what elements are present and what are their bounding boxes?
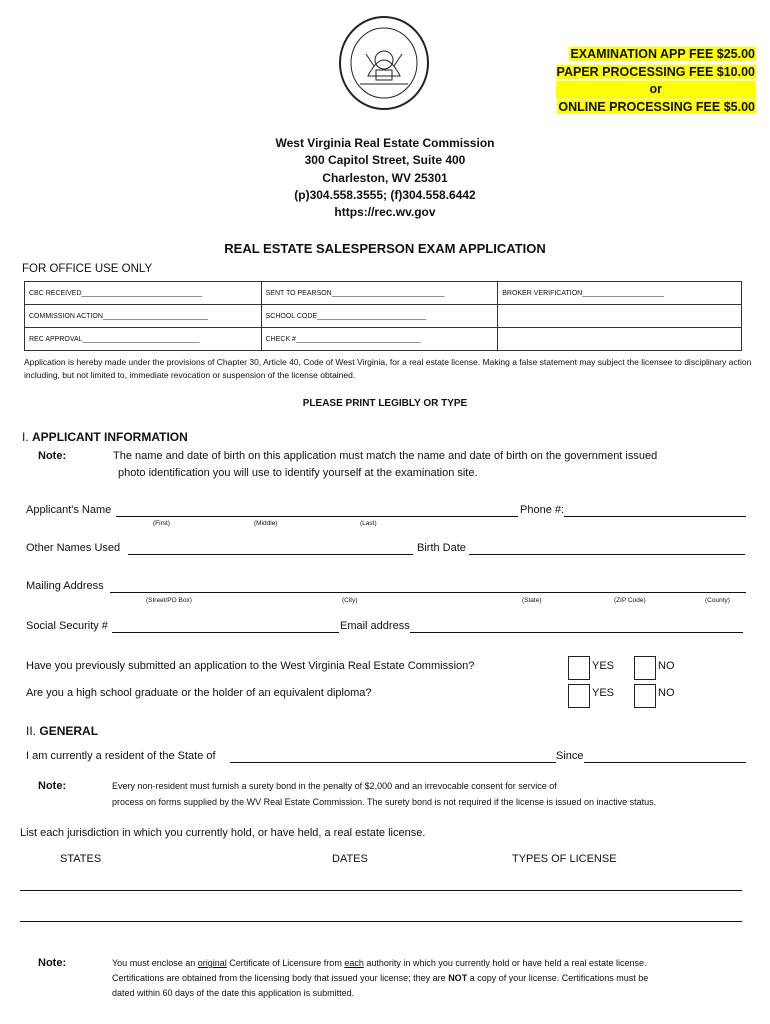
phone-fax: (p)304.558.3555; (f)304.558.6442 xyxy=(294,187,476,202)
mailing-label: Mailing Address xyxy=(26,580,104,592)
certificate-note-3: dated within 60 days of the date this application is submitted. xyxy=(112,988,355,998)
jurisdiction-input-row-1[interactable] xyxy=(20,890,742,891)
no-label: NO xyxy=(658,660,675,672)
yes-label: YES xyxy=(592,687,615,699)
last-hint: (Last) xyxy=(360,520,377,527)
certificate-note-2: Certifications are obtained from the licensing body that issued your license; they are NOT a copy of your license. Certifications must be xyxy=(112,973,649,983)
paper-fee: PAPER PROCESSING FEE $10.00 xyxy=(556,64,755,79)
birth-date-label: Birth Date xyxy=(417,542,466,554)
note-label: Note: xyxy=(38,780,67,792)
office-cell: BROKER VERIFICATION_____________________ xyxy=(498,282,742,305)
city: Charleston, WV 25301 xyxy=(322,170,448,185)
city-hint: (City) xyxy=(342,597,358,604)
office-cell: CHECK #________________________________ xyxy=(261,328,498,351)
applicant-name-label: Applicant's Name xyxy=(26,504,112,516)
print-instruction: PLEASE PRINT LEGIBLY OR TYPE xyxy=(302,398,468,409)
note-label: Note: xyxy=(38,957,67,969)
section-2-heading xyxy=(26,724,98,738)
office-use-label: FOR OFFICE USE ONLY xyxy=(22,263,153,275)
birth-date-input[interactable] xyxy=(469,554,745,555)
section-2-prefix: II. xyxy=(26,724,37,738)
ssn-input[interactable] xyxy=(112,632,339,633)
online-fee: ONLINE PROCESSING FEE $5.00 xyxy=(558,99,755,114)
note-line-1: The name and date of birth on this application must match the name and date of birth on the government issued xyxy=(113,450,658,462)
first-hint: (First) xyxy=(153,520,170,527)
office-cell: CBC RECEIVED_______________________________ xyxy=(25,282,262,305)
office-cell xyxy=(498,305,742,328)
high-school-yes-checkbox[interactable] xyxy=(568,684,590,708)
email-input[interactable] xyxy=(410,632,743,633)
exam-fee: EXAMINATION APP FEE $25.00 xyxy=(570,47,755,61)
table-row xyxy=(25,305,742,328)
no-label: NO xyxy=(658,687,675,699)
resident-state-input[interactable] xyxy=(230,762,556,763)
prior-app-no-checkbox[interactable] xyxy=(634,656,656,680)
phone-input[interactable] xyxy=(564,516,746,517)
section-1-prefix: I. xyxy=(22,430,29,444)
org-name: West Virginia Real Estate Commission xyxy=(275,136,495,150)
mailing-address-input[interactable] xyxy=(110,592,746,593)
street-hint: (Street/PO Box) xyxy=(146,597,192,604)
zip-hint: (ZIP Code) xyxy=(614,597,646,604)
other-names-label: Other Names Used xyxy=(26,542,121,554)
note-label: Note: xyxy=(38,450,67,462)
surety-note-1: Every non-resident must furnish a surety bond in the penalty of $2,000 and an irrevocable consent for service of xyxy=(112,781,557,791)
table-row xyxy=(25,328,742,351)
other-names-input[interactable] xyxy=(128,554,413,555)
since-label: Since xyxy=(556,750,584,762)
office-cell: COMMISSION ACTION___________________________ xyxy=(25,305,262,328)
col-states: STATES xyxy=(60,853,102,865)
section-2-title: GENERAL xyxy=(39,724,99,738)
office-cell: SCHOOL CODE____________________________ xyxy=(261,305,498,328)
col-types: TYPES OF LICENSE xyxy=(512,853,617,865)
since-input[interactable] xyxy=(584,762,746,763)
fee-or: or xyxy=(649,82,663,96)
prior-app-yes-checkbox[interactable] xyxy=(568,656,590,680)
website: https://rec.wv.gov xyxy=(334,205,436,220)
office-cell: SENT TO PEARSON_____________________________ xyxy=(261,282,498,305)
state-seal-logo xyxy=(338,14,430,112)
street: 300 Capitol Street, Suite 400 xyxy=(304,153,466,168)
disclaimer-text: Application is hereby made under the provisions of Chapter 30, Article 40, Code of West Virginia, for a real estate license. Making a false statement may subject the licensee to disciplinary action including, but not limited to, immediate revocation or suspension of the license obtained. xyxy=(24,357,752,380)
certificate-note-1: You must enclose an original Certificate of Licensure from each authority in which you currently hold or have held a real estate license. xyxy=(112,958,647,968)
surety-note-2: process on forms supplied by the WV Real Estate Commission. The surety bond is not required if the license is issued on inactive status. xyxy=(112,797,657,807)
col-dates: DATES xyxy=(332,853,368,865)
resident-label: I am currently a resident of the State of xyxy=(26,750,216,762)
question-high-school: Are you a high school graduate or the holder of an equivalent diploma? xyxy=(26,687,372,699)
office-use-table xyxy=(24,281,742,351)
jurisdiction-input-row-2[interactable] xyxy=(20,921,742,922)
ssn-label: Social Security # xyxy=(26,620,108,632)
question-prior-application: Have you previously submitted an application to the West Virginia Real Estate Commission? xyxy=(26,660,475,672)
section-1-heading xyxy=(22,430,188,444)
phone-label: Phone #: xyxy=(520,504,565,516)
table-row xyxy=(25,282,742,305)
commission-address xyxy=(0,135,770,221)
state-hint: (State) xyxy=(522,597,542,604)
middle-hint: (Middle) xyxy=(254,520,278,527)
yes-label: YES xyxy=(592,660,615,672)
fee-list xyxy=(556,46,756,116)
note-line-2: photo identification you will use to identify yourself at the examination site. xyxy=(118,467,478,479)
high-school-no-checkbox[interactable] xyxy=(634,684,656,708)
form-title: REAL ESTATE SALESPERSON EXAM APPLICATION xyxy=(224,241,546,256)
applicant-name-input[interactable] xyxy=(116,516,518,517)
jurisdiction-instruction: List each jurisdiction in which you currently hold, or have held, a real estate license. xyxy=(20,827,426,839)
county-hint: (County) xyxy=(705,597,730,604)
section-1-title: APPLICANT INFORMATION xyxy=(32,430,188,444)
office-cell: REC APPROVAL______________________________ xyxy=(25,328,262,351)
email-label: Email address xyxy=(340,620,410,632)
office-cell xyxy=(498,328,742,351)
